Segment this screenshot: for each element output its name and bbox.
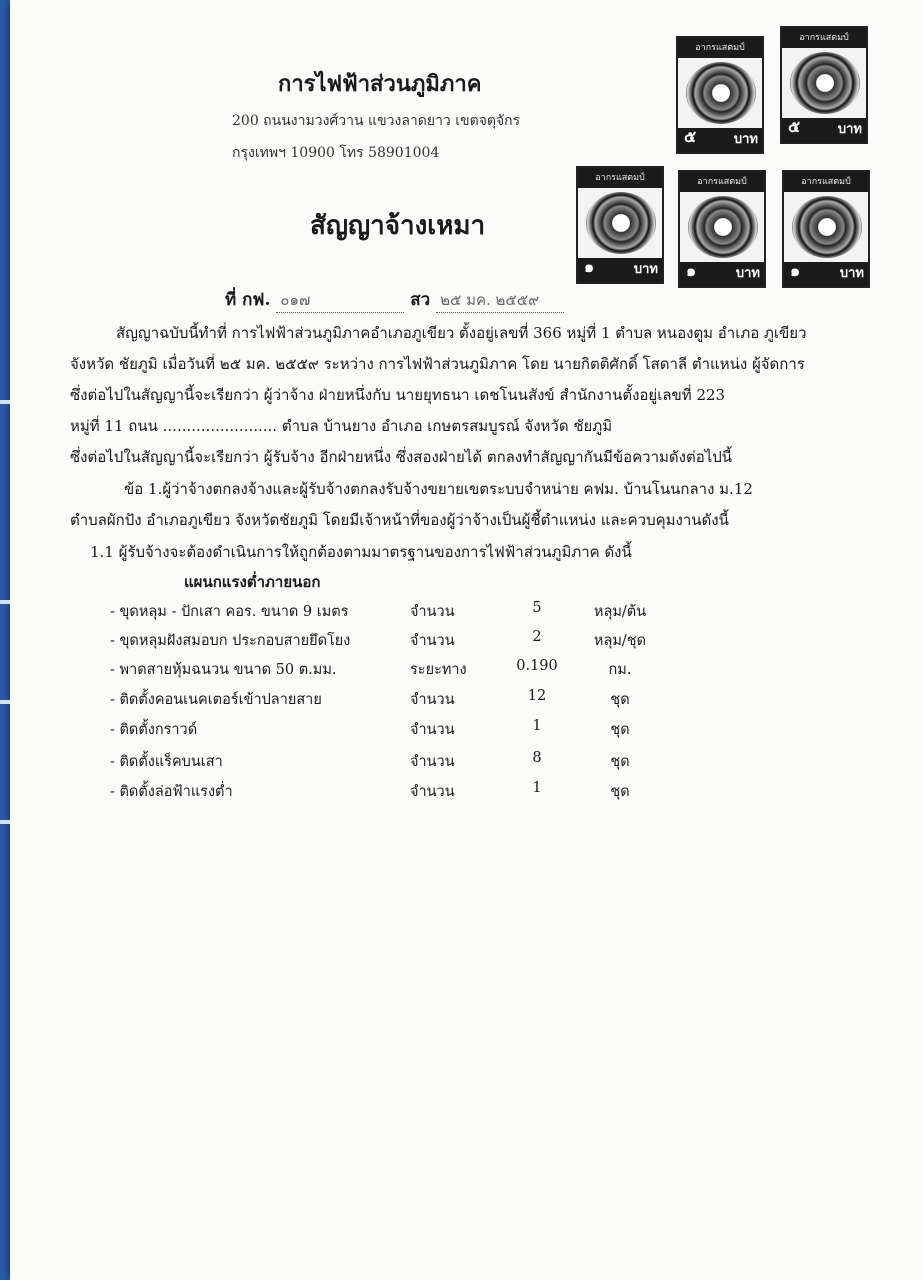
table-row: - ติดตั้งกราวด์ จำนวน 1 ชุด (110, 718, 630, 738)
ref-label: ที่ กฟ. (225, 290, 271, 310)
clause-line: ข้อ 1.ผู้ว่าจ้างตกลงจ้างและผู้รับจ้างตกลงรับจ้างขยายเขตระบบจำหน่าย คฟม. บ้านโนนกลาง ม.12 (124, 480, 753, 498)
revenue-stamp: อากรแสตมป์ ๑ บาท (678, 170, 766, 288)
background-stripe (0, 400, 10, 404)
org-address-line1: 200 ถนนงามวงศ์วาน แขวงลาดยาว เขตจตุจักร (232, 113, 521, 129)
table-row: - พาดสายหุ้มฉนวน ขนาด 50 ต.มม. ระยะทาง 0.190 กม. (110, 658, 632, 678)
org-address-line2: กรุงเทพฯ 10900 โทร 58901004 (232, 145, 440, 161)
paragraph-line: จังหวัด ชัยภูมิ เมื่อวันที่ ๒๕ มค. ๒๕๕๙ ระหว่าง การไฟฟ้าส่วนภูมิภาค โดย นายกิตติศักดิ์ โสดาลี ตำแหน่ง ผู้จัดการ (70, 355, 805, 373)
table-row: - ติดตั้งคอนเนคเตอร์เข้าปลายสาย จำนวน 12 ชุด (110, 688, 630, 708)
reference-line (225, 286, 564, 313)
document-page (10, 0, 922, 1280)
table-row: - ขุดหลุม - ปักเสา คอร. ขนาด 9 เมตร จำนวน 5 หลุม/ต้น (110, 600, 647, 620)
ref-date: ๒๕ มค. ๒๕๕๙ (436, 288, 564, 313)
table-row: - ติดตั้งแร็คบนเสา จำนวน 8 ชุด (110, 750, 630, 770)
revenue-stamp: อากรแสตมป์ ๕ บาท (780, 26, 868, 144)
background-stripe (0, 700, 10, 704)
paragraph-line: ซึ่งต่อไปในสัญญานี้จะเรียกว่า ผู้รับจ้าง อีกฝ่ายหนึ่ง ซึ่งสองฝ่ายได้ ตกลงทำสัญญากันมีข้อความดังต่อไปนี้ (70, 448, 733, 466)
org-name: การไฟฟ้าส่วนภูมิภาค (278, 71, 482, 97)
subclause-line: 1.1 ผู้รับจ้างจะต้องดำเนินการให้ถูกต้องตามมาตรฐานของการไฟฟ้าส่วนภูมิภาค ดังนี้ (90, 543, 632, 561)
emblem-icon (792, 196, 862, 258)
paragraph-line: ซึ่งต่อไปในสัญญานี้จะเรียกว่า ผู้ว่าจ้าง ฝ่ายหนึ่งกับ นายยุทธนา เดชโนนสังข์ สำนักงานตั้งอยู่เลขที่ 223 (70, 386, 726, 404)
revenue-stamp: อากรแสตมป์ ๑ บาท (782, 170, 870, 288)
background-stripe (0, 600, 10, 604)
emblem-icon (688, 196, 758, 258)
table-row: - ขุดหลุมฝังสมอบก ประกอบสายยึดโยง จำนวน 2 หลุม/ชุด (110, 629, 647, 649)
emblem-icon (790, 52, 860, 114)
ref-dept-label: สว (410, 290, 431, 310)
table-row: - ติดตั้งล่อฟ้าแรงต่ำ จำนวน 1 ชุด (110, 780, 630, 800)
revenue-stamp: อากรแสตมป์ ๑ บาท (576, 166, 664, 284)
section-heading: แผนกแรงต่ำภายนอก (184, 573, 321, 591)
document-title: สัญญาจ้างเหมา (310, 211, 486, 241)
revenue-stamp: อากรแสตมป์ ๕ บาท (676, 36, 764, 154)
clause-line: ตำบลผักปัง อำเภอภูเขียว จังหวัดชัยภูมิ โดยมีเจ้าหน้าที่ของผู้ว่าจ้างเป็นผู้ชี้ตำแหน่ง และควบคุมงานดังนี้ (70, 511, 729, 529)
ref-number: ๐๑๗ (276, 288, 404, 313)
paragraph-line: สัญญาฉบับนี้ทำที่ การไฟฟ้าส่วนภูมิภาคอำเภอภูเขียว ตั้งอยู่เลขที่ 366 หมู่ที่ 1 ตำบล หนองตูม อำเภอ ภูเขียว (116, 324, 807, 342)
paragraph-line: หมู่ที่ 11 ถนน ........................ ตำบล บ้านยาง อำเภอ เกษตรสมบูรณ์ จังหวัด ชัยภูมิ (70, 417, 613, 435)
emblem-icon (586, 192, 656, 254)
background-stripe (0, 820, 10, 824)
emblem-icon (686, 62, 756, 124)
